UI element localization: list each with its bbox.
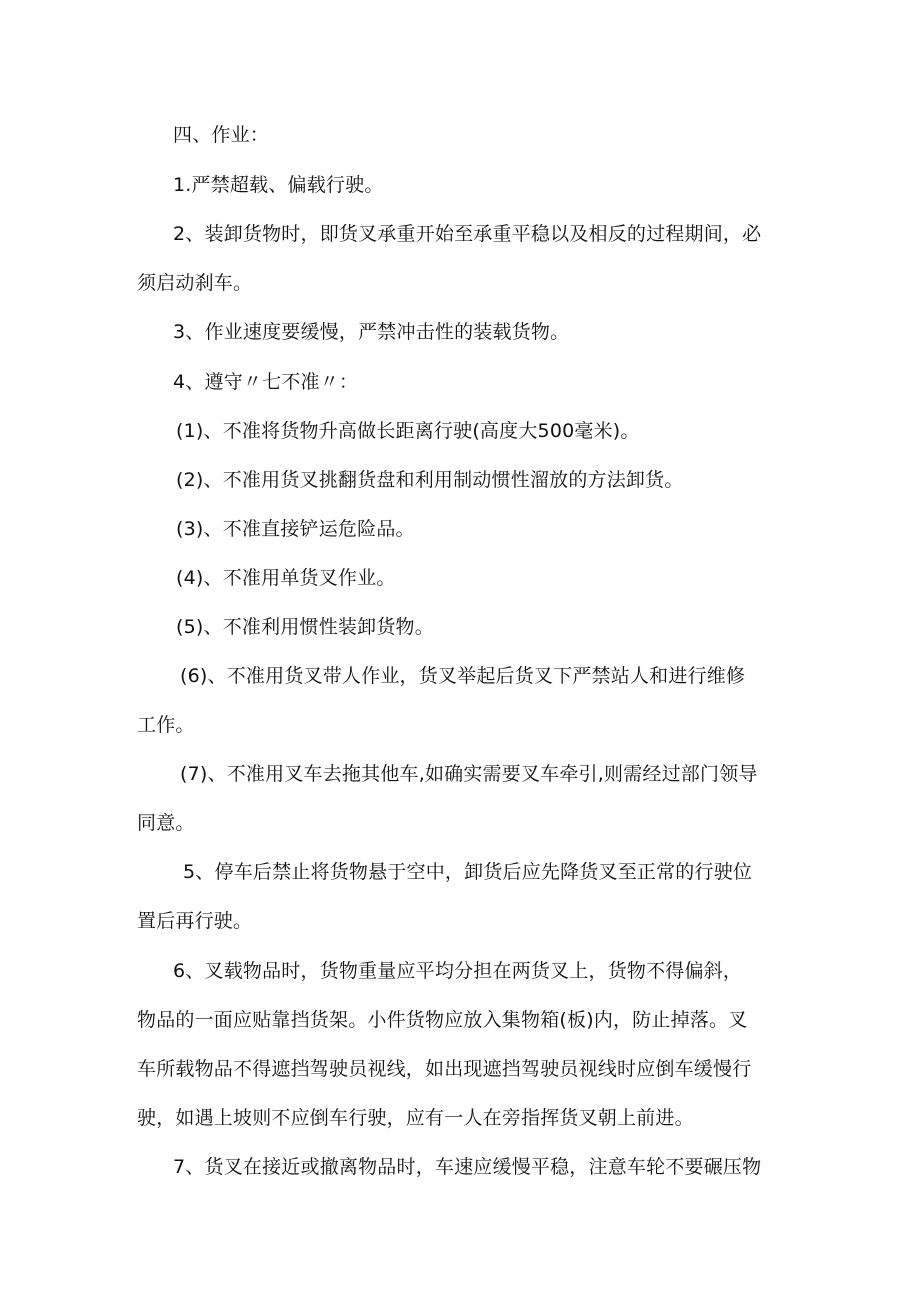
paragraph-line: 物品的一面应贴靠挡货架。小件货物应放入集物箱(板)内，防止掉落。叉 [137, 1009, 748, 1031]
paragraph-line: 工作。 [137, 714, 195, 736]
section-heading: 四、作业： [173, 124, 270, 146]
list-item: (1)、不准将货物升高做长距离行驶(高度大500毫米)。 [176, 420, 640, 442]
paragraph-line: 1.严禁超载、偏载行驶。 [173, 174, 384, 196]
list-item: (7)、不准用叉车去拖其他车,如确实需要叉车牵引,则需经过部门领导 [180, 763, 758, 785]
list-item: (3)、不准直接铲运危险品。 [176, 518, 415, 540]
list-item: (5)、不准利用惯性装卸货物。 [176, 616, 434, 638]
paragraph-line: 3、作业速度要缓慢，严禁冲击性的装载货物。 [173, 321, 570, 343]
list-item: (4)、不准用单货叉作业。 [176, 567, 396, 589]
paragraph-line: 车所载物品不得遮挡驾驶员视线，如出现遮挡驾驶员视线时应倒车缓慢行 [137, 1058, 752, 1080]
paragraph-line: 5、停车后禁止将货物悬于空中，卸货后应先降货叉至正常的行驶位 [183, 861, 753, 883]
list-item: (6)、不准用货叉带人作业，货叉举起后货叉下严禁站人和进行维修 [180, 665, 746, 687]
list-item: (2)、不准用货叉挑翻货盘和利用制动惯性溜放的方法卸货。 [176, 469, 684, 491]
paragraph-line: 置后再行驶。 [137, 910, 253, 932]
paragraph-line: 7、货叉在接近或撤离物品时，车速应缓慢平稳，注意车轮不要碾压物 [173, 1156, 762, 1178]
paragraph-line: 4、遵守〃七不准〃： [173, 371, 359, 393]
paragraph-line: 6、叉载物品时，货物重量应平均分担在两货叉上，货物不得偏斜， [173, 960, 743, 982]
paragraph-line: 2、装卸货物时，即货叉承重开始至承重平稳以及相反的过程期间，必 [173, 223, 762, 245]
paragraph-line: 同意。 [137, 812, 195, 834]
paragraph-line: 驶，如遇上坡则不应倒车行驶，应有一人在旁指挥货叉朝上前进。 [137, 1107, 694, 1129]
paragraph-line: 须启动刹车。 [137, 272, 253, 294]
